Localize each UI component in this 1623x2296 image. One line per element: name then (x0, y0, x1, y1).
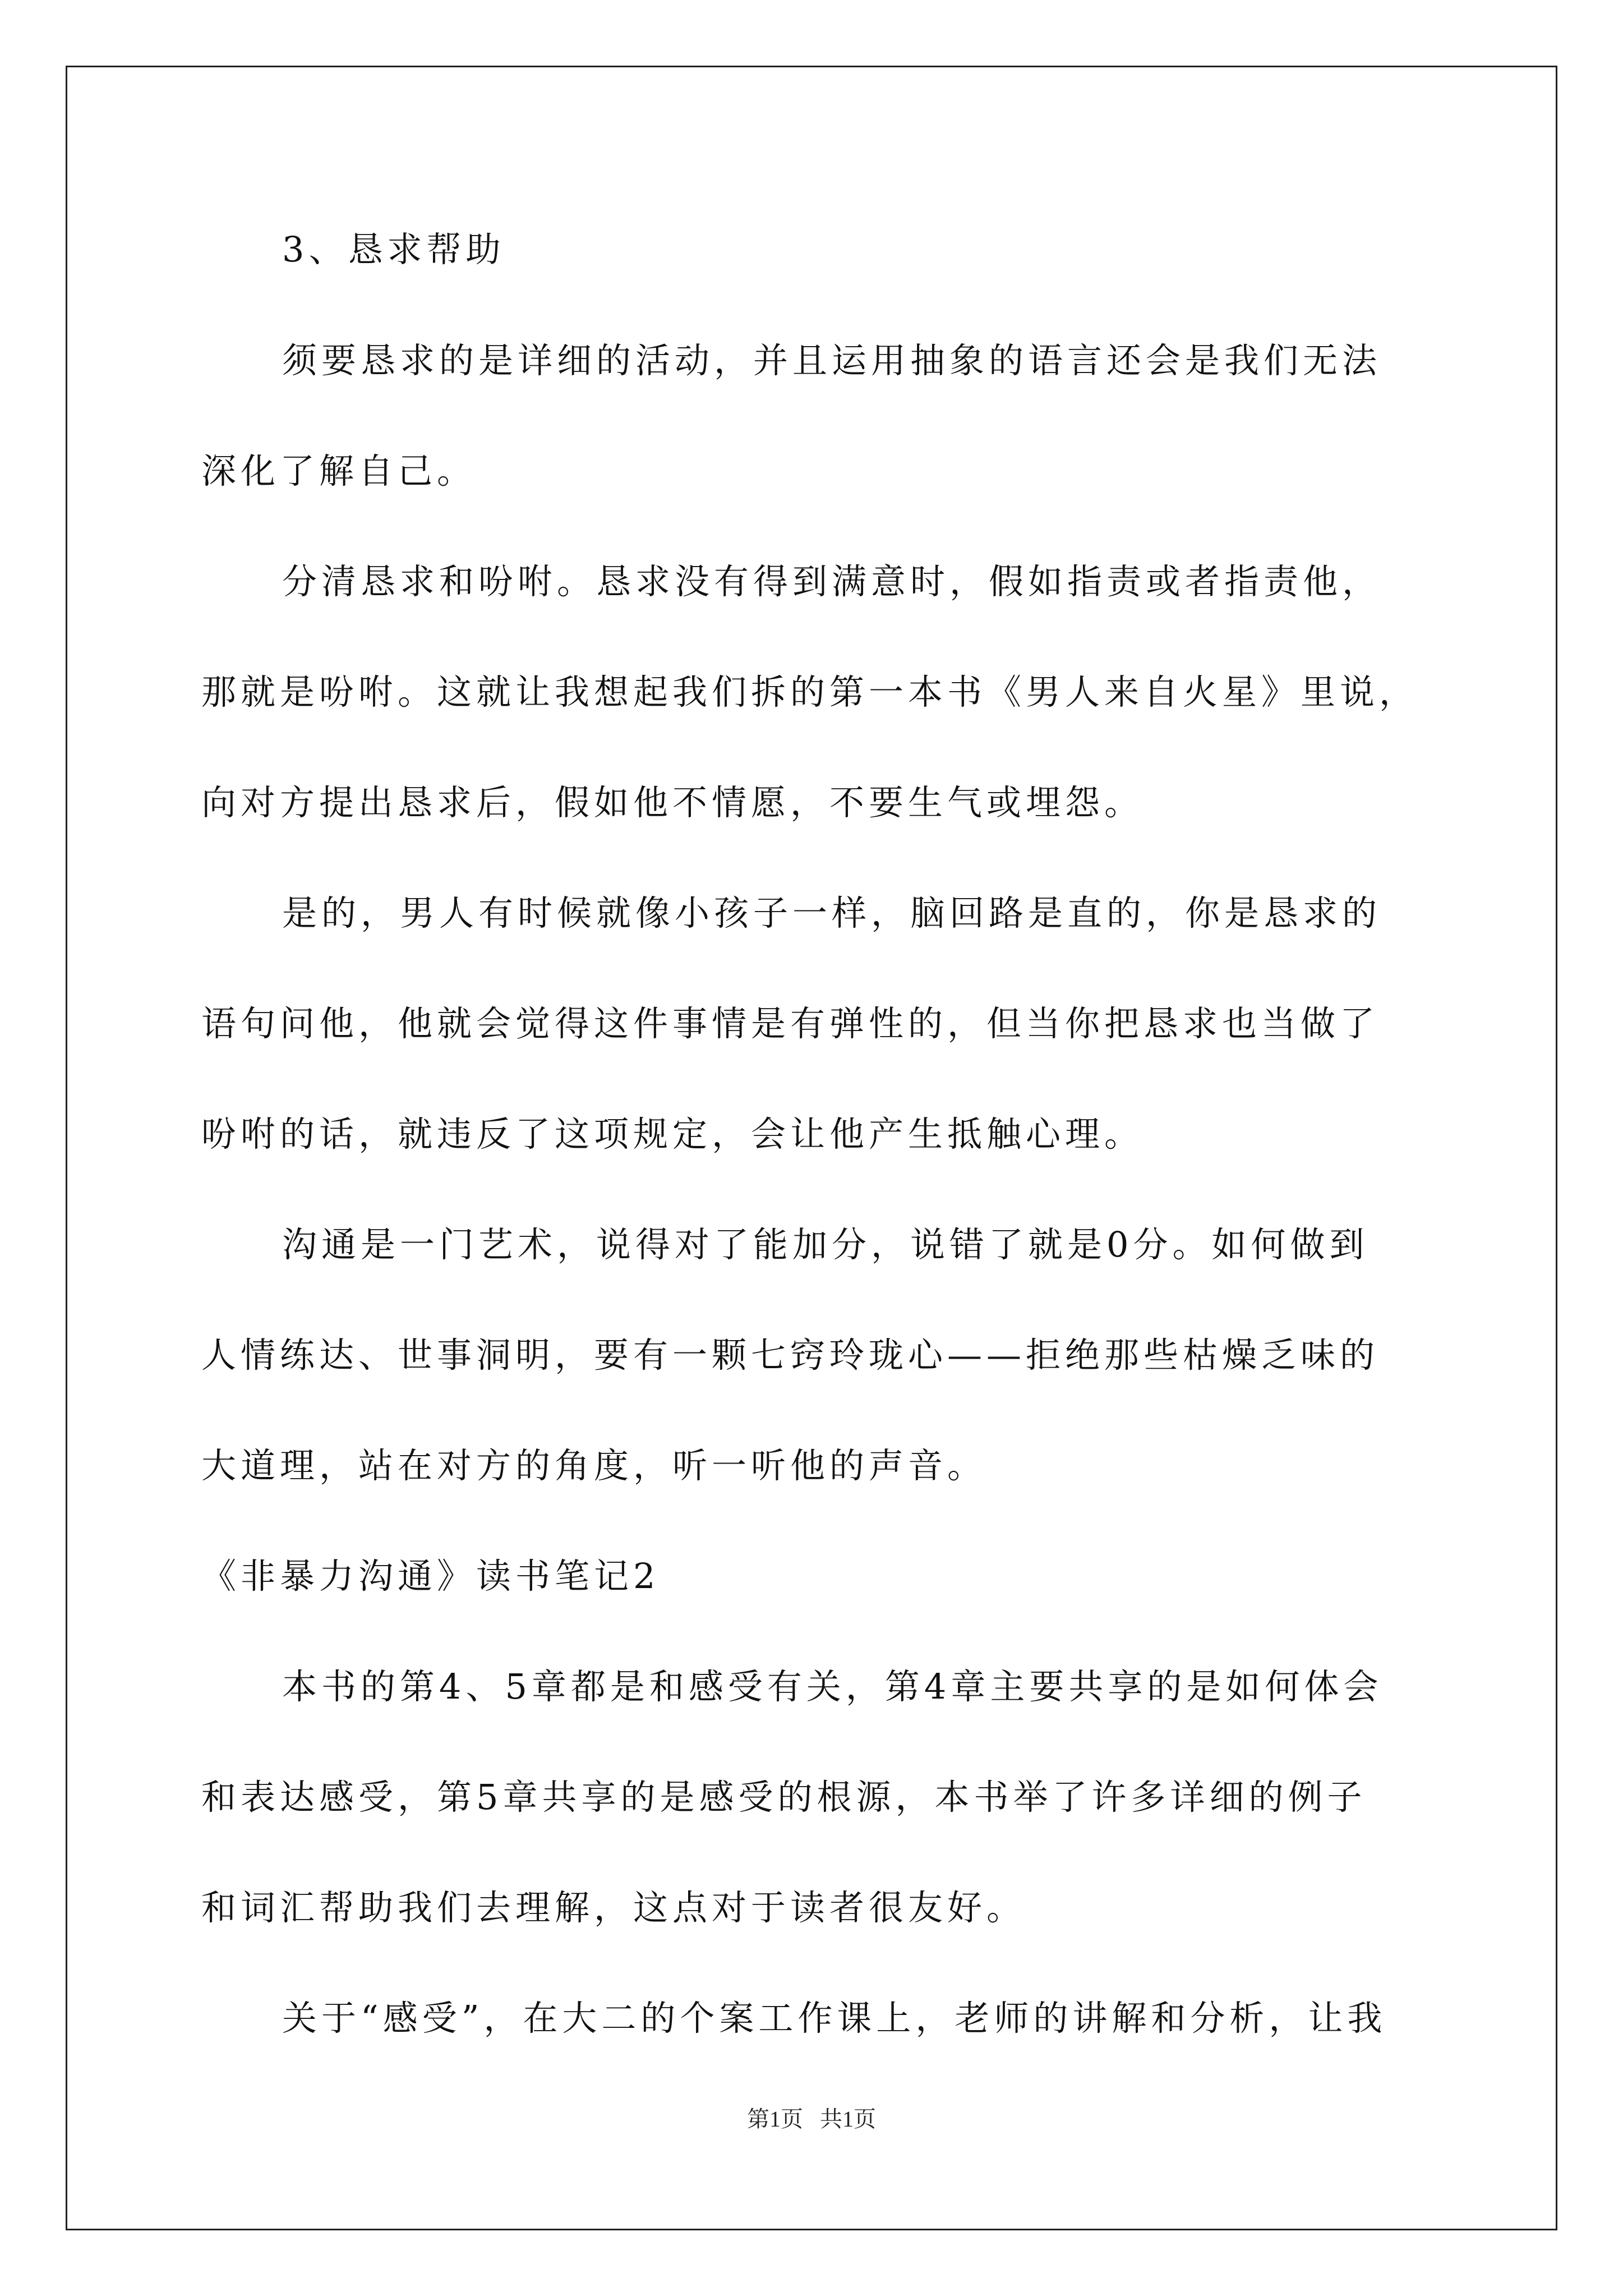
paragraph-line: 沟通是一门艺术，说得对了能加分，说错了就是0分。如何做到 (282, 1224, 1369, 1265)
page-footer: 第1页 共1页 (747, 2106, 876, 2132)
section-heading: 3、恳求帮助 (282, 229, 505, 270)
paragraph-line: 那就是吩咐。这就让我想起我们拆的第一本书《男人来自火星》里说， (201, 671, 1419, 712)
paragraph-line: 关于“感受”，在大二的个案工作课上，老师的讲解和分析，让我 (282, 1998, 1387, 2039)
paragraph-line: 语句问他，他就会觉得这件事情是有弹性的，但当你把恳求也当做了 (201, 1003, 1380, 1044)
paragraph-line: 人情练达、世事洞明，要有一颗七窍玲珑心——拒绝那些枯燥乏味的 (201, 1335, 1380, 1375)
paragraph-line: 和词汇帮助我们去理解，这点对于读者很友好。 (201, 1887, 1026, 1928)
paragraph-line: 须要恳求的是详细的活动，并且运用抽象的语言还会是我们无法 (282, 340, 1382, 381)
paragraph-line: 深化了解自己。 (201, 450, 477, 491)
paragraph-line: 分清恳求和吩咐。恳求没有得到满意时，假如指责或者指责他， (282, 561, 1382, 602)
paragraph-line: 吩咐的话，就违反了这项规定，会让他产生抵触心理。 (201, 1114, 1144, 1154)
article-title: 《非暴力沟通》读书笔记2 (201, 1556, 660, 1596)
paragraph-line: 本书的第4、5章都是和感受有关，第4章主要共享的是如何体会 (282, 1666, 1383, 1707)
paragraph-line: 是的，男人有时候就像小孩子一样，脑回路是直的，你是恳求的 (282, 892, 1382, 933)
paragraph-line: 向对方提出恳求后，假如他不情愿，不要生气或埋怨。 (201, 782, 1144, 823)
paragraph-line: 和表达感受，第5章共享的是感受的根源，本书举了许多详细的例子 (201, 1777, 1367, 1818)
paragraph-line: 大道理，站在对方的角度，听一听他的声音。 (201, 1445, 987, 1486)
